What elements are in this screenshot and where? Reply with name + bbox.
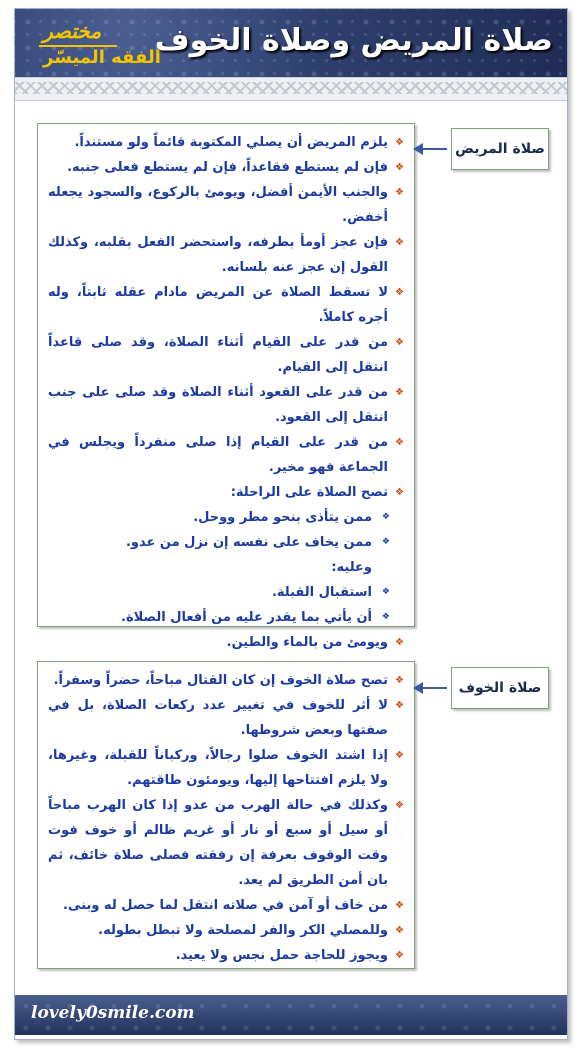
list-item: ❖ والجنب الأيمن أفضل، ويومئ بالركوع، والسجود يجعله أخفض.	[48, 180, 404, 230]
ornament-strip	[15, 77, 567, 101]
list-item: ❖ من قدر على القيام أثناء الصلاة، وقد صلى قاعداً انتقل إلى القيام.	[48, 330, 404, 380]
footer-banner	[15, 995, 567, 1035]
arrow-icon	[421, 148, 447, 150]
page-frame	[14, 8, 568, 1040]
sick-prayer-label: صلاة المريض	[451, 128, 549, 170]
list-item: ❖ ويجوز للحاجة حمل نجس ولا يعيد.	[48, 943, 404, 968]
list-item: ❖ وللمصلي الكر والفر لمصلحة ولا تبطل بطوله.	[48, 918, 404, 943]
list-item: ❖ من قدر على القيام إذا صلى منفرداً ويجلس في الجماعة فهو مخير.	[48, 430, 404, 480]
sub-list-item: ❖ استقبال القبلة.	[48, 580, 404, 605]
fear-prayer-list	[38, 662, 414, 972]
header-banner	[15, 9, 567, 77]
list-item: ❖ من قدر على القعود أثناء الصلاة وقد صلى على جنب انتقل إلى القعود.	[48, 380, 404, 430]
brand-line-2: الفقه الميسّر	[43, 47, 161, 68]
sub-list-item: ❖ أن يأتي بما يقدر عليه من أفعال الصلاة.	[48, 605, 404, 630]
fear-prayer-label: صلاة الخوف	[451, 667, 549, 709]
sub-list-item: ❖ ممن يتأذى بنحو مطر ووحل.	[48, 505, 404, 530]
site-link[interactable]: lovely0smile.com	[31, 1003, 195, 1023]
page-title: صلاة المريض وصلاة الخوف	[154, 23, 553, 58]
list-item: ❖ ويومئ من بالماء والطين.	[48, 630, 404, 655]
sub-list-item: ❖ ممن يخاف على نفسه إن نزل من عدو.	[48, 530, 404, 555]
list-item: ❖ فإن عجز أومأ بطرفه، واستحضر الفعل بقلبه، وكذلك القول إن عجز عنه بلسانه.	[48, 230, 404, 280]
brand-line-1: مختصر	[43, 19, 102, 43]
list-item: ❖ تصح الصلاة على الراحلة:	[48, 480, 404, 505]
list-item: ❖ فإن لم يستطع فقاعداً، فإن لم يستطع فعلى جنبه.	[48, 155, 404, 180]
list-item: ❖ لا أثر للخوف في تغيير عدد ركعات الصلاة، بل في صفتها وبعض شروطها.	[48, 693, 404, 743]
list-item: ❖ يلزم المريض أن يصلي المكتوبة قائماً ولو مستنداً.	[48, 130, 404, 155]
fear-prayer-panel	[37, 661, 415, 969]
list-item: ❖ من خاف أو آمن في صلاته انتقل لما حصل له وبنى.	[48, 893, 404, 918]
list-item: ❖ وكذلك في حالة الهرب من عدو إذا كان الهرب مباحاً أو سيل أو سبع أو نار أو غريم ظالم أو خوف فوت وقت الوقوف بعرفة إن رفقته فصلى صلاة خائف، ثم بان أمن الطريق لم يعد.	[48, 793, 404, 893]
list-item: ❖ إذا اشتد الخوف صلوا رجالاً، وركباناً للقبلة، وغيرها، ولا يلزم افتتاحها إليها، ويومئون طاقتهم.	[48, 743, 404, 793]
sick-prayer-list	[38, 124, 414, 659]
sub-heading: وعليه:	[331, 560, 372, 575]
list-item: ❖ تصح صلاة الخوف إن كان القتال مباحاً، حضراً وسفراً.	[48, 668, 404, 693]
arrow-icon	[421, 687, 447, 689]
sick-prayer-panel	[37, 123, 415, 650]
list-item: ❖ لا تسقط الصلاة عن المريض مادام عقله ثابتاً، وله أجره كاملاً.	[48, 280, 404, 330]
